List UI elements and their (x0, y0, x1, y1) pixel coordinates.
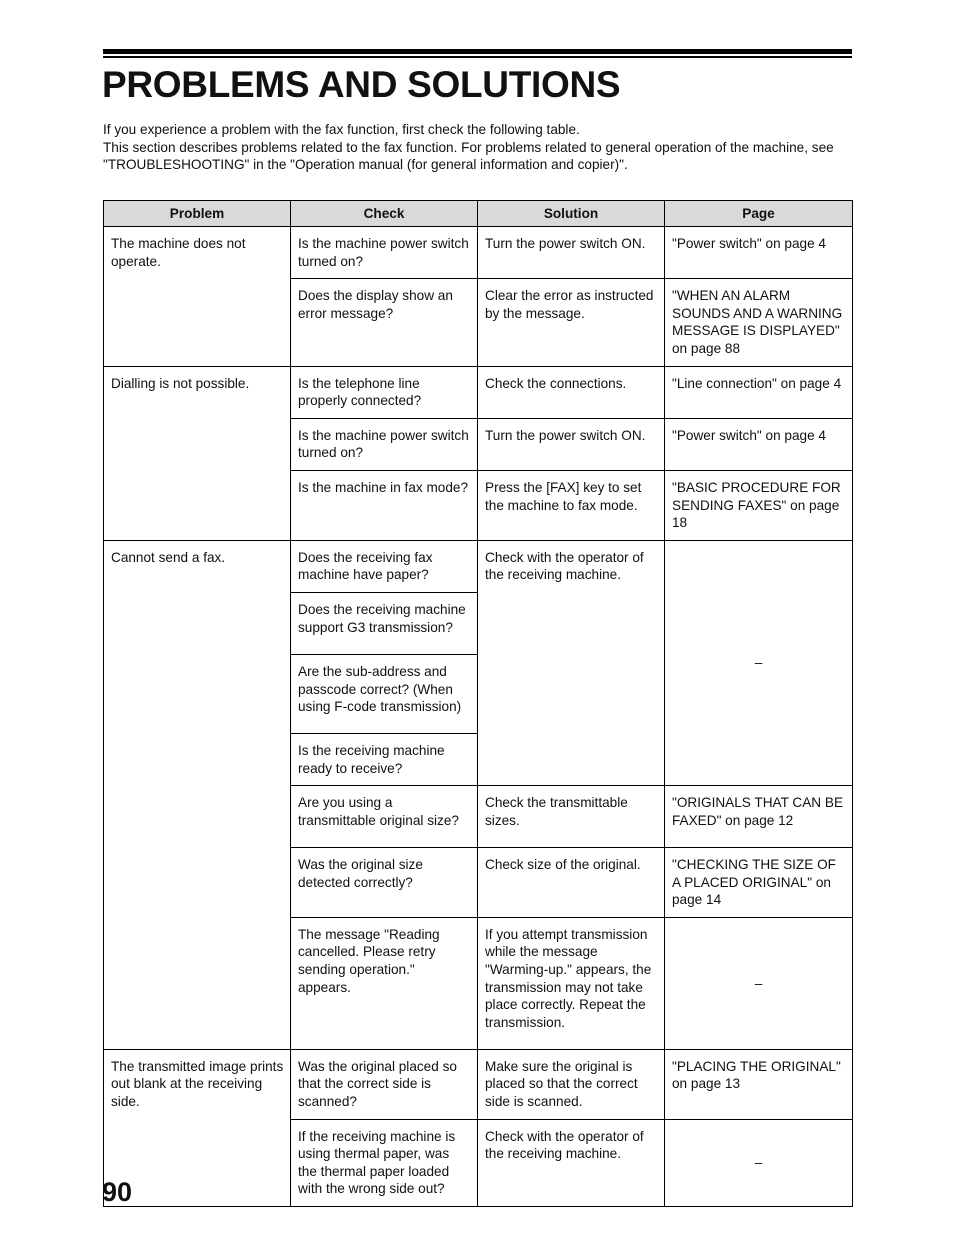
solution-cell: Turn the power switch ON. (478, 418, 665, 470)
page-cell: – (665, 540, 853, 785)
check-cell: Was the original size detected correctly? (291, 848, 478, 918)
solution-cell: Check the transmittable sizes. (478, 786, 665, 848)
check-cell: Is the machine power switch turned on? (291, 227, 478, 279)
page-cell: "BASIC PROCEDURE FOR SENDING FAXES" on page 18 (665, 470, 853, 540)
solution-cell: Make sure the original is placed so that the correct side is scanned. (478, 1049, 665, 1119)
header-check: Check (291, 201, 478, 227)
intro-line-2: This section describes problems related to the fax function. For problems related to general operation of the machine, see "TROUBLESHOOTING" in the "Operation manual (for general information and copier)". (103, 139, 834, 173)
check-cell: Is the machine in fax mode? (291, 470, 478, 540)
check-cell: Is the machine power switch turned on? (291, 418, 478, 470)
title-rule-thick (103, 49, 852, 54)
page-cell: "PLACING THE ORIGINAL" on page 13 (665, 1049, 853, 1119)
solution-cell: Check with the operator of the receiving machine. (478, 1119, 665, 1206)
problem-cell: Cannot send a fax. (104, 540, 291, 1049)
check-cell: Does the receiving fax machine have paper? (291, 540, 478, 592)
problem-cell: The transmitted image prints out blank at the receiving side. (104, 1049, 291, 1206)
check-cell: Is the receiving machine ready to receive? (291, 733, 478, 785)
page-cell: "Line connection" on page 4 (665, 366, 853, 418)
title-rule-thin (103, 56, 852, 58)
problem-cell: Dialling is not possible. (104, 366, 291, 540)
header-page: Page (665, 201, 853, 227)
problem-cell: The machine does not operate. (104, 227, 291, 367)
page-cell: "CHECKING THE SIZE OF A PLACED ORIGINAL" on page 14 (665, 848, 853, 918)
table-row (104, 366, 853, 418)
check-cell: Does the display show an error message? (291, 279, 478, 366)
page-title: PROBLEMS AND SOLUTIONS (102, 64, 621, 105)
solution-cell: Turn the power switch ON. (478, 227, 665, 279)
table-row (104, 540, 853, 592)
table-row (104, 227, 853, 279)
intro-text (103, 121, 852, 174)
page-cell: "Power switch" on page 4 (665, 227, 853, 279)
table-header-row (104, 201, 853, 227)
check-cell: The message "Reading cancelled. Please retry sending operation." appears. (291, 917, 478, 1049)
solution-cell: Clear the error as instructed by the message. (478, 279, 665, 366)
check-cell: Was the original placed so that the correct side is scanned? (291, 1049, 478, 1119)
page-cell: "Power switch" on page 4 (665, 418, 853, 470)
solution-cell: Check size of the original. (478, 848, 665, 918)
header-solution: Solution (478, 201, 665, 227)
solution-cell: Press the [FAX] key to set the machine to fax mode. (478, 470, 665, 540)
check-cell: Is the telephone line properly connected? (291, 366, 478, 418)
solution-cell: Check with the operator of the receiving machine. (478, 540, 665, 785)
intro-line-1: If you experience a problem with the fax function, first check the following table. (103, 122, 580, 137)
check-cell: If the receiving machine is using thermal paper, was the thermal paper loaded with the wrong side out? (291, 1119, 478, 1206)
page-number: 90 (102, 1177, 133, 1207)
check-cell: Does the receiving machine support G3 transmission? (291, 592, 478, 654)
check-cell: Are you using a transmittable original size? (291, 786, 478, 848)
solution-cell: If you attempt transmission while the message "Warming-up." appears, the transmission may not take place correctly. Repeat the transmission. (478, 917, 665, 1049)
table-row (104, 1049, 853, 1119)
page-cell: "WHEN AN ALARM SOUNDS AND A WARNING MESSAGE IS DISPLAYED" on page 88 (665, 279, 853, 366)
problems-table (103, 200, 853, 1207)
page-cell: – (665, 1119, 853, 1206)
check-cell: Are the sub-address and passcode correct? (When using F-code transmission) (291, 654, 478, 733)
page-cell: – (665, 917, 853, 1049)
page-cell: "ORIGINALS THAT CAN BE FAXED" on page 12 (665, 786, 853, 848)
header-problem: Problem (104, 201, 291, 227)
solution-cell: Check the connections. (478, 366, 665, 418)
